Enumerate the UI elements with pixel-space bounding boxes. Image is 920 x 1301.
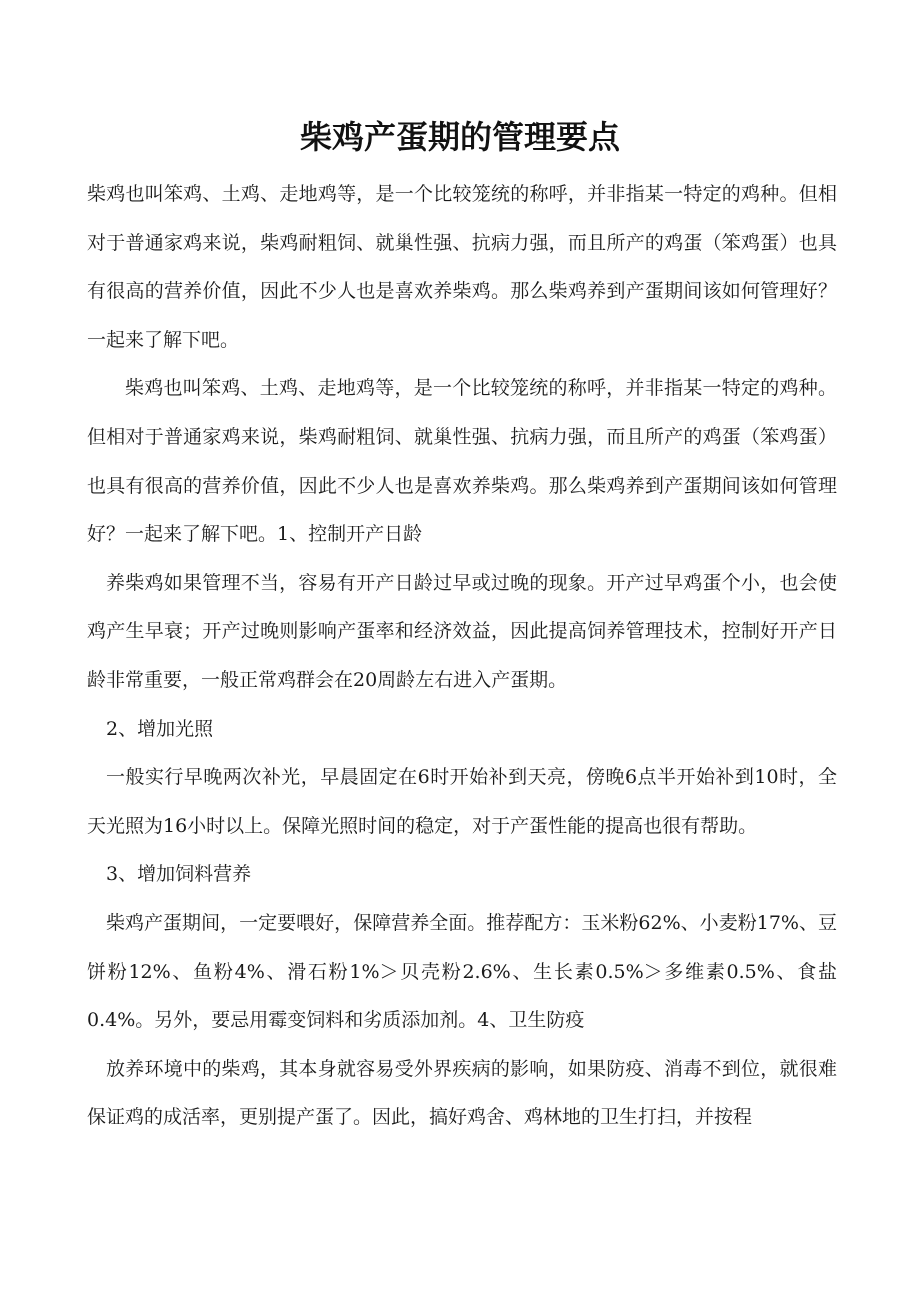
paragraph-intro: 柴鸡也叫笨鸡、土鸡、走地鸡等，是一个比较笼统的称呼，并非指某一特定的鸡种。但相对于普通家鸡来说，柴鸡耐粗饲、就巢性强、抗病力强，而且所产的鸡蛋（笨鸡蛋）也具有很高的营养价值，因此不少人也是喜欢养柴鸡。那么柴鸡养到产蛋期间该如何管理好？一起来了解下吧。 [87, 183, 837, 351]
section-heading-nutrition: 3、增加饲料营养 [106, 863, 252, 886]
paragraph-laying-age: 养柴鸡如果管理不当，容易有开产日龄过早或过晚的现象。开产过早鸡蛋个小，也会使鸡产生早衰；开产过晚则影响产蛋率和经济效益，因此提高饲养管理技术，控制好开产日龄非常重要，一般正常鸡群会在20周龄左右进入产蛋期。 [87, 571, 837, 691]
section-heading-lighting: 2、增加光照 [106, 717, 214, 740]
document-body [87, 170, 837, 1142]
paragraph-hygiene: 放养环境中的柴鸡，其本身就容易受外界疾病的影响，如果防疫、消毒不到位，就很难保证鸡的成活率，更别提产蛋了。因此，搞好鸡舍、鸡林地的卫生打扫，并按程 [87, 1057, 837, 1129]
paragraph-repeat-intro: 柴鸡也叫笨鸡、土鸡、走地鸡等，是一个比较笼统的称呼，并非指某一特定的鸡种。但相对于普通家鸡来说，柴鸡耐粗饲、就巢性强、抗病力强，而且所产的鸡蛋（笨鸡蛋）也具有很高的营养价值，因此不少人也是喜欢养柴鸡。那么柴鸡养到产蛋期间该如何管理好？一起来了解下吧。1、控制开产日龄 [87, 377, 837, 546]
paragraph-lighting: 一般实行早晚两次补光，早晨固定在6时开始补到天亮，傍晚6点半开始补到10时，全天光照为16小时以上。保障光照时间的稳定，对于产蛋性能的提高也很有帮助。 [87, 766, 837, 837]
paragraph-nutrition: 柴鸡产蛋期间，一定要喂好，保障营养全面。推荐配方：玉米粉62%、小麦粉17%、豆饼粉12%、鱼粉4%、滑石粉1%＞贝壳粉2.6%、生长素0.5%＞多维素0.5%、食盐0.4%。另外，要忌用霉变饲料和劣质添加剂。4、卫生防疫 [87, 911, 837, 1032]
document-title: 柴鸡产蛋期的管理要点 [299, 118, 620, 156]
